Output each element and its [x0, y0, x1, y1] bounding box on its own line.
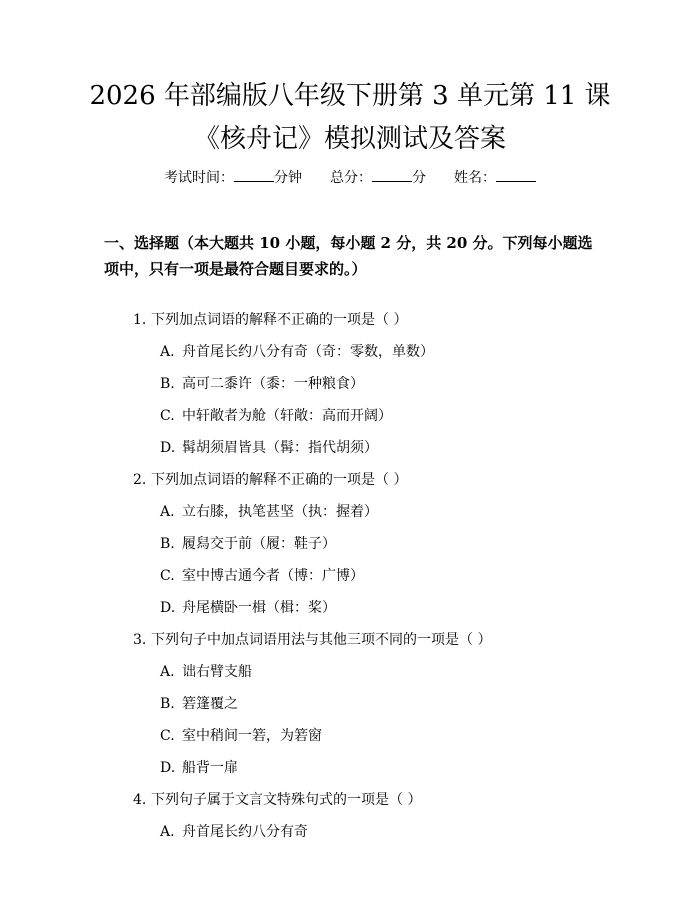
question-4 [133, 790, 421, 810]
option-text: 舟尾横卧一楫（楫：桨） [182, 600, 336, 616]
option-text: 髯胡须眉皆具（髯：指代胡须） [182, 440, 378, 456]
option-label: D. [160, 600, 176, 616]
option-2b [160, 534, 336, 554]
question-text: 下列加点词语的解释不正确的一项是（ ） [151, 472, 408, 488]
option-4a [160, 822, 308, 842]
name-label: 姓名： [454, 170, 496, 186]
option-label: A. [160, 504, 175, 520]
option-text: 舟首尾长约八分有奇 [182, 824, 308, 840]
exam-time-blank [234, 167, 274, 182]
option-label: C. [160, 568, 175, 584]
option-text: 履舄交于前（履：鞋子） [182, 536, 336, 552]
total-score-unit: 分 [412, 170, 426, 186]
question-text: 下列句子属于文言文特殊句式的一项是（ ） [151, 792, 422, 808]
name-blank [496, 167, 536, 182]
option-text: 立右膝，执笔甚坚（执：握着） [182, 504, 378, 520]
option-text: 箬篷覆之 [182, 696, 238, 712]
option-text: 室中稍间一箬，为箬窗 [182, 728, 322, 744]
section-heading: 一、选择题（本大题共 10 小题，每小题 2 分，共 20 分。下列每小题选项中，只有一项是最符合题目要求的。） [104, 234, 593, 278]
question-3 [133, 630, 491, 650]
option-text: 舟首尾长约八分有奇（奇：零数，单数） [182, 344, 434, 360]
exam-time-label: 考试时间： [164, 170, 234, 186]
question-number: 3. [133, 632, 147, 648]
option-text: 室中博古通今者（博：广博） [182, 568, 364, 584]
option-text: 诎右臂支船 [182, 664, 252, 680]
exam-info-line [0, 167, 700, 188]
option-label: A. [160, 664, 175, 680]
option-label: C. [160, 408, 175, 424]
option-2c [160, 566, 364, 586]
exam-time-unit: 分钟 [274, 170, 302, 186]
option-label: A. [160, 824, 175, 840]
option-label: B. [160, 536, 175, 552]
option-label: D. [160, 440, 176, 456]
question-number: 1. [133, 312, 147, 328]
total-score-label: 总分： [330, 170, 372, 186]
option-2d [160, 598, 336, 618]
option-2a [160, 502, 378, 522]
question-text: 下列加点词语的解释不正确的一项是（ ） [151, 312, 408, 328]
option-1b [160, 374, 364, 394]
question-2 [133, 470, 407, 490]
option-text: 高可二黍许（黍：一种粮食） [182, 376, 364, 392]
total-score-blank [372, 167, 412, 182]
option-1a [160, 342, 434, 362]
question-number: 2. [133, 472, 147, 488]
option-1d [160, 438, 378, 458]
question-text: 下列句子中加点词语用法与其他三项不同的一项是（ ） [151, 632, 492, 648]
option-label: B. [160, 696, 175, 712]
title-line-2: 《核舟记》模拟测试及答案 [193, 124, 506, 154]
option-text: 中轩敞者为舱（轩敞：高而开阔） [182, 408, 392, 424]
question-number: 4. [133, 792, 147, 808]
option-label: C. [160, 728, 175, 744]
option-3c [160, 726, 322, 746]
title-line-1: 2026 年部编版八年级下册第 3 单元第 11 课 [89, 81, 611, 111]
option-label: B. [160, 376, 175, 392]
option-text: 船背一扉 [182, 760, 238, 776]
option-1c [160, 406, 392, 426]
option-3b [160, 694, 238, 714]
option-label: A. [160, 344, 175, 360]
question-1 [133, 310, 407, 330]
option-label: D. [160, 760, 176, 776]
option-3a [160, 662, 252, 682]
option-3d [160, 758, 238, 778]
